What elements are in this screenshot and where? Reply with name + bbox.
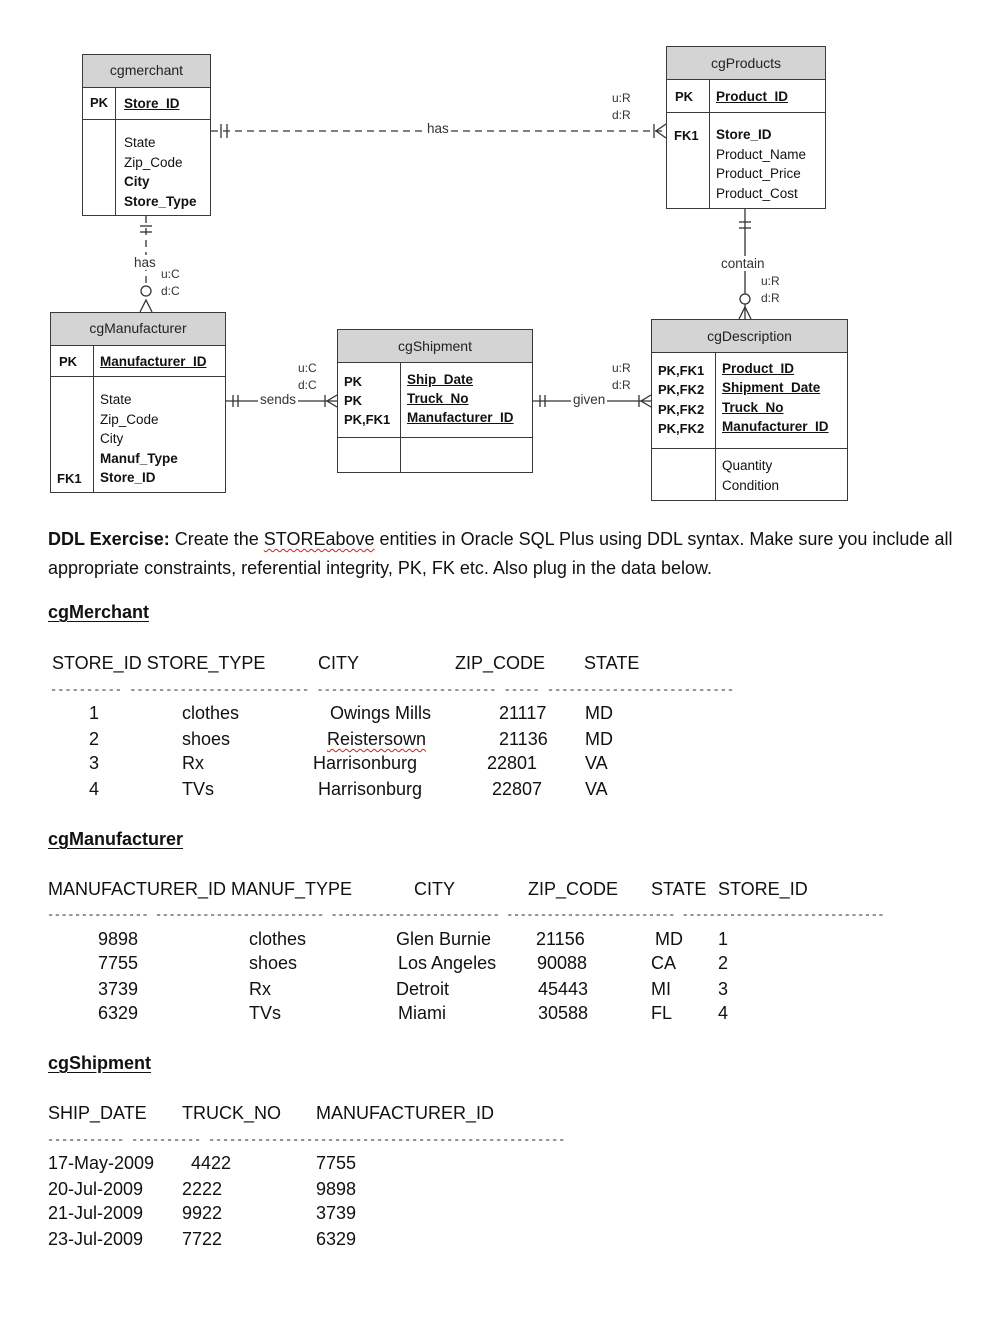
cell: 3739 [98,979,139,999]
entity-cgshipment [337,329,533,473]
pk-field: Manufacturer_ID [722,418,829,434]
cell: FL [651,1003,673,1023]
cell: 9898 [316,1179,357,1199]
key-label: PK [344,393,363,408]
key-label: PK [59,354,78,369]
exercise-lead: DDL Exercise: [48,529,170,549]
merchant-manufacturer-optional [141,286,151,296]
rel-card-d: d:R [612,108,631,122]
field: Store_Type [124,193,197,209]
rel-label-manufacturer-shipment: sends [260,392,297,407]
entity-title: cgProducts [667,47,825,80]
col-header: STATE [584,653,640,673]
cell: shoes [249,953,298,973]
rel-card-d: d:R [761,291,780,305]
cell: 2 [89,729,100,749]
cell: 6329 [316,1229,357,1249]
cell: 23-Jul-2009 [48,1229,144,1249]
cell: 7755 [316,1153,357,1173]
cell: 3 [718,979,729,999]
cell: VA [585,779,608,799]
cell: 21136 [499,729,548,749]
cell: 21-Jul-2009 [48,1203,144,1223]
field: Store_ID [716,127,772,142]
cell: MD [655,929,683,949]
separator-dashes: --------------- ------------------------- ------------------------- ------------------------- ------------------------------ [47,908,885,922]
cell: 6329 [98,1003,139,1023]
pk-field: Product_ID [716,89,789,104]
field: Store_ID [100,470,156,485]
exercise-text-b: entities in Oracle SQL Plus using DDL syntax. Make sure you include all appropriate constraints, referential integrity, PK, FK etc. Also plug in the data below. [48,529,953,578]
pk-field: Shipment_Date [722,380,821,396]
cell: 20-Jul-2009 [48,1179,144,1199]
cell: MD [585,729,613,749]
cell: Rx [182,753,204,773]
field: Product_Price [716,166,801,181]
col-header: STATE [651,879,707,899]
cell: 2 [718,953,729,973]
col-header: MANUFACTURER_ID [316,1103,495,1123]
cell: CA [651,953,677,973]
cell: 90088 [537,953,588,973]
cell: Harrisonburg [313,753,418,773]
col-header: ZIP_CODE [455,653,546,673]
entity-title: cgShipment [338,330,532,363]
separator-dashes: ----------- ---------- --------------------------------------------------- [47,1133,566,1147]
pk-field: Truck_No [407,391,469,406]
cell: 21156 [536,929,585,949]
entity-title: cgManufacturer [51,313,225,346]
products-description-optional [740,294,750,304]
exercise-paragraph [48,525,968,583]
cell: 9922 [182,1203,223,1223]
cell: Los Angeles [398,953,497,973]
field: Condition [722,477,780,493]
rel-card-manufacturer-shipment [298,360,317,394]
cell: 22801 [487,753,538,773]
col-header: SHIP_DATE [48,1103,147,1123]
col-header: MANUFACTURER_ID MANUF_TYPE [48,879,353,899]
rel-card-u: u:R [761,274,780,288]
field-list [716,125,806,203]
cell: 4422 [191,1153,232,1173]
key-label: PK [90,95,109,110]
entity-cgproducts [666,46,826,209]
cell: 30588 [538,1003,589,1023]
cell: Owings Mills [330,703,432,723]
key-label: FK1 [57,471,82,486]
cell: Rx [249,979,271,999]
col-header: CITY [318,653,360,673]
cell: Miami [398,1003,446,1023]
cell: 3 [89,753,100,773]
field: City [124,174,150,189]
key-label: PK,FK2 [658,420,705,436]
cell: 4 [89,779,100,799]
key-labels [344,372,390,429]
cell: 7755 [98,953,139,973]
cell: clothes [249,929,307,949]
entity-cgdescription [651,319,848,501]
rel-card-d: d:R [612,378,631,392]
key-label: PK,FK1 [344,412,391,427]
col-header: CITY [414,879,456,899]
col-header: ZIP_CODE [528,879,619,899]
field: Manuf_Type [100,450,178,466]
cell: Glen Burnie [396,929,492,949]
pk-field: Manufacturer_ID [407,410,514,425]
field: Quantity [722,458,773,473]
cell: 21117 [499,703,547,723]
rel-card-d: d:C [298,378,317,392]
section-title-merchant [48,602,149,623]
key-labels [658,361,704,438]
pk-field: Ship_Date [407,372,474,387]
cell: VA [585,753,608,773]
cell: MI [651,979,671,999]
entity-cgmanufacturer [50,312,226,493]
section-title-text: cgManufacturer [48,829,184,849]
pk-field: Truck_No [722,399,784,415]
rel-card-u: u:C [161,267,180,281]
col-header: STORE_ID STORE_TYPE [52,653,266,673]
field-list [100,390,178,488]
field: Zip_Code [100,411,159,427]
field: State [100,392,132,407]
cell: 1 [89,703,100,723]
entity-title: cgmerchant [83,55,210,88]
key-label: PK [344,374,363,389]
cell: Detroit [396,979,450,999]
field: City [100,431,124,446]
key-fields [722,359,829,436]
section-title-text: cgMerchant [48,602,150,622]
field: Zip_Code [124,154,183,170]
pk-field: Store_ID [124,96,180,111]
exercise-text-a: Create the [169,529,264,549]
cell: 2222 [182,1179,223,1199]
field: Product_Cost [716,185,798,201]
key-label: PK [675,89,694,104]
rel-label-merchant-products: has [427,121,449,136]
section-title-text: cgShipment [48,1053,152,1073]
cell: MD [585,703,613,723]
rel-card-products-description [761,273,780,307]
cell: Harrisonburg [318,779,423,799]
rel-card-u: u:R [612,361,631,375]
cell: TVs [182,779,215,799]
cell: TVs [249,1003,282,1023]
cell: 1 [718,929,729,949]
key-label: FK1 [674,128,699,143]
field-list [124,133,197,211]
rel-label-merchant-manufacturer: has [134,255,156,270]
merchant-manufacturer-crowfoot [140,300,152,312]
key-fields [407,370,514,427]
cell: shoes [182,729,231,749]
key-label: PK,FK1 [658,363,705,378]
entity-cgmerchant [82,54,211,216]
rel-card-merchant-manufacturer [161,266,180,300]
section-title-manufacturer [48,829,183,850]
cell: 4 [718,1003,729,1023]
field: Product_Name [716,146,807,162]
separator-dashes: ---------- ------------------------- ------------------------- ----- -------------------------- [50,683,735,697]
col-header: STORE_ID [718,879,808,899]
cell: 3739 [316,1203,357,1223]
key-label: PK,FK2 [658,382,705,398]
rel-card-u: u:C [298,361,317,375]
rel-card-merchant-products [612,90,631,124]
rel-card-u: u:R [612,91,631,105]
cell: Reistersown [327,729,427,749]
cell: 22807 [492,779,543,799]
rel-card-shipment-description [612,360,631,394]
cell: 7722 [182,1229,223,1249]
cell: clothes [182,703,240,723]
rel-card-d: d:C [161,284,180,298]
field-list [722,456,779,495]
pk-field: Manufacturer_ID [100,354,207,369]
cell: 45443 [538,979,589,999]
section-title-shipment [48,1053,151,1074]
col-header: TRUCK_NO [182,1103,282,1123]
rel-label-shipment-description: given [573,392,606,407]
entity-title: cgDescription [652,320,847,353]
field: State [124,135,156,150]
cell: 17-May-2009 [48,1153,155,1173]
key-label: PK,FK2 [658,401,705,417]
rel-label-products-description: contain [721,256,765,271]
cell: 9898 [98,929,139,949]
exercise-misspelled-word: STOREabove [263,529,375,549]
pk-field: Product_ID [722,361,795,376]
